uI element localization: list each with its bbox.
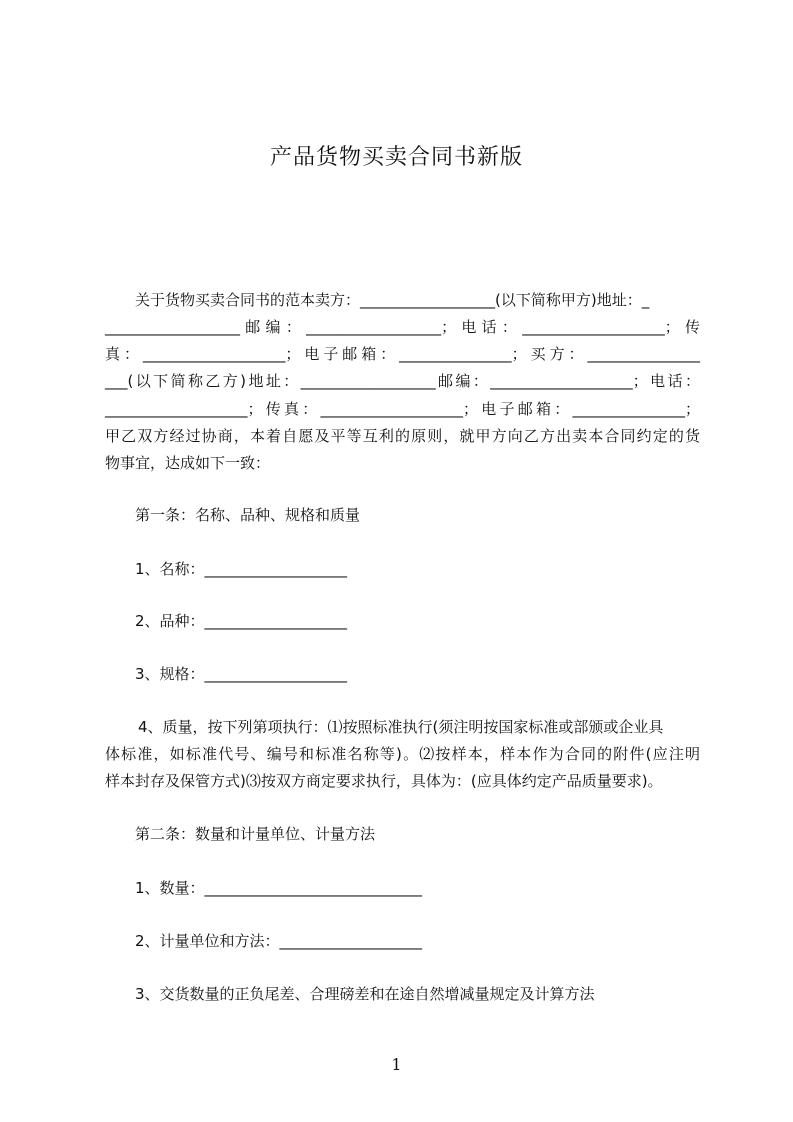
intro-line-2: __________________邮编：__________________；电话：___________________；传 <box>105 318 700 336</box>
quality-line-1: 4、质量，按下列第项执行：⑴按照标准执行(须注明按国家标准或部颁或企业具 <box>138 718 664 736</box>
qty-item-quantity: 1、数量：_____________________________ <box>135 879 423 897</box>
quality-line-2: 体标准，如标准代号、编号和标准名称等)。⑵按样本，样本作为合同的附件(应注明 <box>105 745 700 763</box>
qty-item-unit-method: 2、计量单位和方法：___________________ <box>135 932 423 950</box>
article1-heading: 第一条：名称、品种、规格和质量 <box>135 506 361 524</box>
intro-line-3: 真：___________________；电子邮箱：_______________；买方：_______________ <box>105 345 700 363</box>
qty-item-tolerance: 3、交货数量的正负尾差、合理磅差和在途自然增减量规定及计算方法 <box>135 985 595 1003</box>
item-spec: 3、规格：___________________ <box>135 665 348 683</box>
article2-heading: 第二条：数量和计量单位、计量方法 <box>135 825 376 843</box>
page-number: 1 <box>391 1055 402 1074</box>
document-title: 产品货物买卖合同书新版 <box>269 145 523 170</box>
intro-line-1: 关于货物买卖合同书的范本卖方：__________________(以下简称甲方)地址：_ <box>135 291 650 309</box>
item-name: 1、名称：___________________ <box>135 560 348 578</box>
intro-line-6: 甲乙双方经过协商，本着自愿及平等互利的原则，就甲方向乙方出卖本合同约定的货 <box>105 427 700 445</box>
intro-line-5: ___________________；传真：___________________；电子邮箱：_______________； <box>105 400 700 418</box>
intro-line-7: 物事宜，达成如下一致： <box>105 454 271 472</box>
item-variety: 2、品种：___________________ <box>135 612 348 630</box>
intro-line-4: ___(以下简称乙方)地址：__________________邮编：___________________；电话： <box>105 372 700 390</box>
quality-line-3: 样本封存及保管方式)⑶按双方商定要求执行，具体为：(应具体约定产品质量要求)。 <box>105 772 663 790</box>
